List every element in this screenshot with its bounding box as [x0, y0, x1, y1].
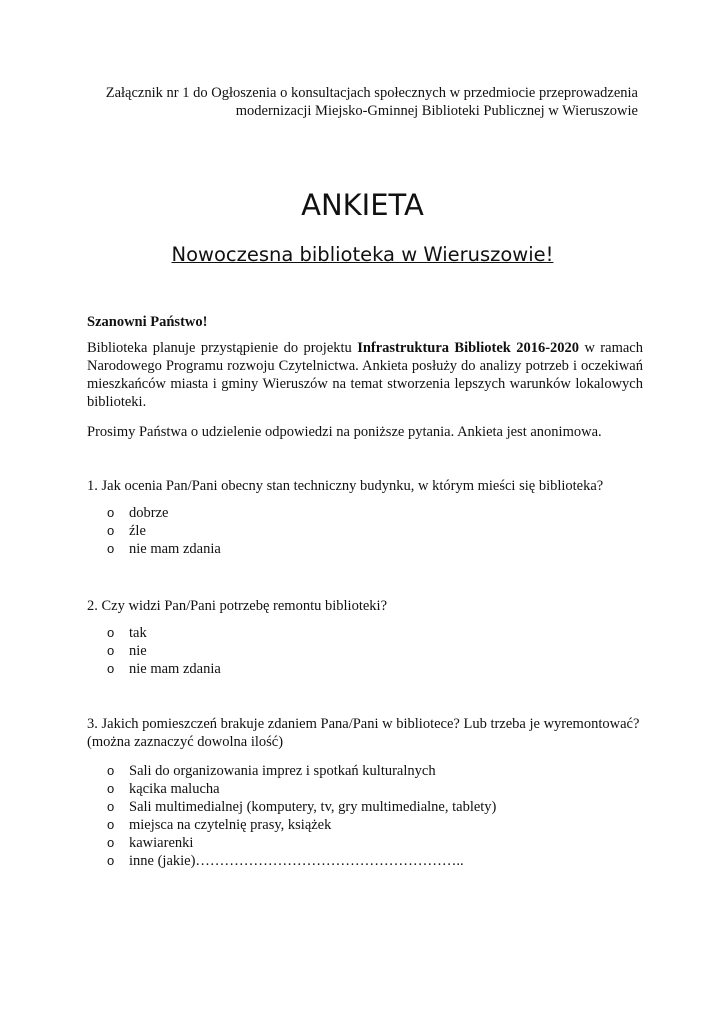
option-label: nie mam zdania	[129, 661, 221, 677]
option-item[interactable]	[107, 642, 221, 660]
option-label: inne (jakie)………………………………………………..	[129, 853, 464, 869]
circle-bullet-icon: o	[107, 523, 115, 538]
circle-bullet-icon: o	[107, 625, 115, 640]
circle-bullet-icon: o	[107, 643, 115, 658]
option-item[interactable]	[107, 522, 221, 540]
circle-bullet-icon: o	[107, 799, 115, 814]
intro-paragraph	[87, 339, 643, 411]
option-label: dobrze	[129, 505, 169, 521]
question-1-options	[107, 504, 221, 558]
circle-bullet-icon: o	[107, 505, 115, 520]
question-3: 3. Jakich pomieszczeń brakuje zdaniem Pana/Pani w bibliotece? Lub trzeba je wyremontować? (można zaznaczyć dowolna ilość)	[87, 716, 640, 750]
option-label: tak	[129, 625, 147, 641]
circle-bullet-icon: o	[107, 853, 115, 868]
option-label: Sali multimedialnej (komputery, tv, gry multimedialne, tablety)	[129, 799, 497, 815]
option-item[interactable]	[107, 624, 221, 642]
option-label: miejsca na czytelnię prasy, książek	[129, 817, 332, 833]
question-2-options	[107, 624, 221, 678]
option-item[interactable]	[107, 816, 496, 834]
option-label: nie	[129, 643, 147, 659]
option-label: kawiarenki	[129, 835, 194, 851]
option-item[interactable]	[107, 852, 496, 870]
option-item[interactable]	[107, 780, 496, 798]
option-item[interactable]	[107, 540, 221, 558]
question-2: 2. Czy widzi Pan/Pani potrzebę remontu biblioteki?	[87, 598, 388, 614]
project-name: Infrastruktura Bibliotek 2016-2020	[357, 340, 580, 356]
circle-bullet-icon: o	[107, 817, 115, 832]
circle-bullet-icon: o	[107, 541, 115, 556]
option-label: nie mam zdania	[129, 541, 221, 557]
greeting: Szanowni Państwo!	[87, 314, 208, 330]
circle-bullet-icon: o	[107, 661, 115, 676]
option-item[interactable]	[107, 834, 496, 852]
question-3-options	[107, 762, 496, 870]
survey-subtitle: Nowoczesna biblioteka w Wieruszowie!	[171, 243, 554, 266]
circle-bullet-icon: o	[107, 763, 115, 778]
option-label: źle	[129, 523, 146, 539]
option-item[interactable]	[107, 798, 496, 816]
option-item[interactable]	[107, 762, 496, 780]
option-item[interactable]	[107, 504, 221, 522]
option-item[interactable]	[107, 660, 221, 678]
intro-text-2: w ramach Narodowego Programu rozwoju Czytelnictwa. Ankieta posłuży do analizy potrzeb i oczekiwań mieszkańców miasta i gminy Wieruszów na temat stworzenia lepszych warunków lokalowych biblioteki.	[87, 340, 643, 410]
circle-bullet-icon: o	[107, 835, 115, 850]
intro-text-1: Biblioteka planuje przystąpienie do projektu	[87, 340, 358, 356]
request-paragraph: Prosimy Państwa o udzielenie odpowiedzi na poniższe pytania. Ankieta jest anonimowa.	[87, 424, 602, 440]
circle-bullet-icon: o	[107, 781, 115, 796]
option-label: kącika malucha	[129, 781, 220, 797]
attachment-note: Załącznik nr 1 do Ogłoszenia o konsultacjach społecznych w przedmiocie przeprowadzenia modernizacji Miejsko-Gminnej Biblioteki Publicznej w Wieruszowie	[105, 85, 638, 119]
option-label: Sali do organizowania imprez i spotkań kulturalnych	[129, 763, 436, 779]
question-1: 1. Jak ocenia Pan/Pani obecny stan techniczny budynku, w którym mieści się biblioteka?	[87, 478, 604, 494]
survey-title: ANKIETA	[301, 188, 424, 222]
